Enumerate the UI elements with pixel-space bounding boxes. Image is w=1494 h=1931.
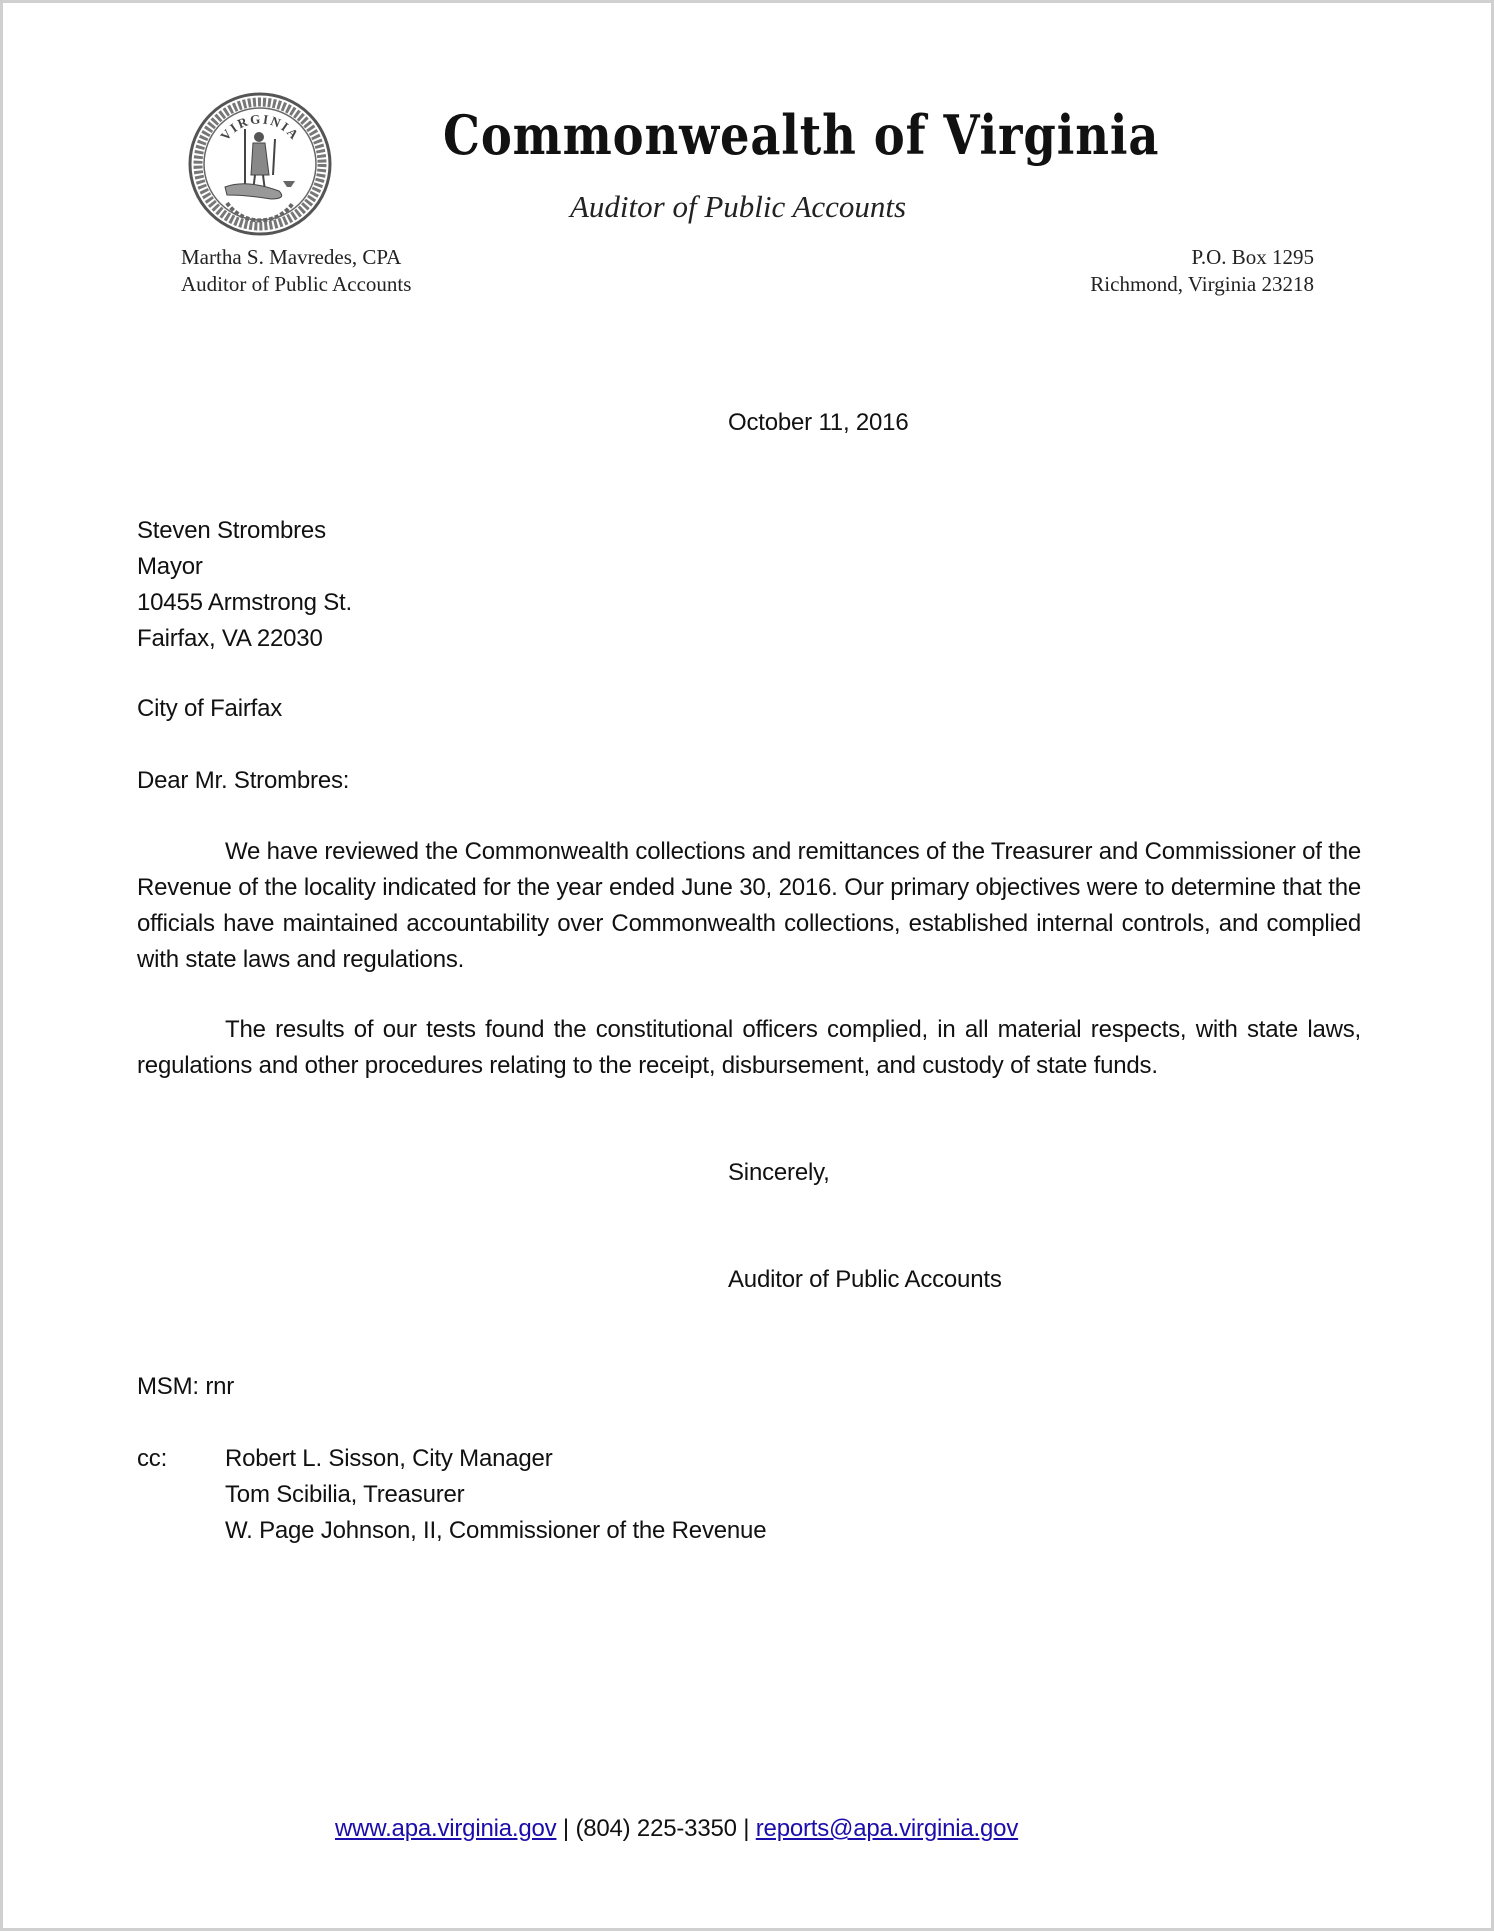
auditor-block [181,244,411,298]
cc-label: cc: [137,1445,168,1472]
letter-date: October 11, 2016 [728,409,909,436]
salutation: Dear Mr. Strombres: [137,767,350,794]
auditor-position: Auditor of Public Accounts [181,272,412,296]
recipient-address [137,513,352,657]
initials: MSM: rnr [137,1373,235,1400]
body-paragraph-1: We have reviewed the Commonwealth collections and remittances of the Treasurer and Commissioner of the Revenue of the locality indicated for the year ended June 30, 2016. Our primary objectives were to determine that the officials have maintained accountability over Commonwealth collections, established internal controls, and complied with state laws and regulations. [137,838,1361,973]
mailing-address-block [1090,244,1314,298]
recipient-name: Steven Strombres [137,517,326,544]
body-paragraph-2: The results of our tests found the constitutional officers complied, in all material respects, with state laws, regulations and other procedures relating to the receipt, disbursement, and custody of state funds. [137,1016,1361,1079]
cc-recipient: W. Page Johnson, II, Commissioner of the Revenue [225,1517,767,1544]
cc-recipient: Tom Scibilia, Treasurer [225,1481,465,1508]
footer-contact [335,1811,1018,1847]
separator: | [736,1815,756,1842]
email-link[interactable]: reports@apa.virginia.gov [755,1815,1019,1842]
recipient-street: 10455 Armstrong St. [137,589,352,616]
cc-recipient: Robert L. Sisson, City Manager [225,1445,553,1472]
separator: | [556,1815,576,1842]
auditor-name: Martha S. Mavredes, CPA [181,245,402,269]
website-link[interactable]: www.apa.virginia.gov [335,1815,557,1842]
recipient-title: Mayor [137,553,203,580]
recipient-city-state-zip: Fairfax, VA 22030 [137,625,323,652]
po-box: P.O. Box 1295 [1191,245,1314,269]
locality: City of Fairfax [137,695,283,722]
signature-title: Auditor of Public Accounts [728,1266,1002,1293]
letterhead-title: Commonwealth of Virginia [443,103,1160,167]
closing: Sincerely, [728,1159,830,1186]
svg-text:VIRGINIA: VIRGINIA [217,111,303,144]
phone-number: (804) 225-3350 [575,1815,737,1842]
letterhead-subtitle: Auditor of Public Accounts [570,189,907,224]
virginia-seal-icon [187,91,333,237]
city-state-zip: Richmond, Virginia 23218 [1090,272,1314,296]
cc-list [225,1441,766,1549]
